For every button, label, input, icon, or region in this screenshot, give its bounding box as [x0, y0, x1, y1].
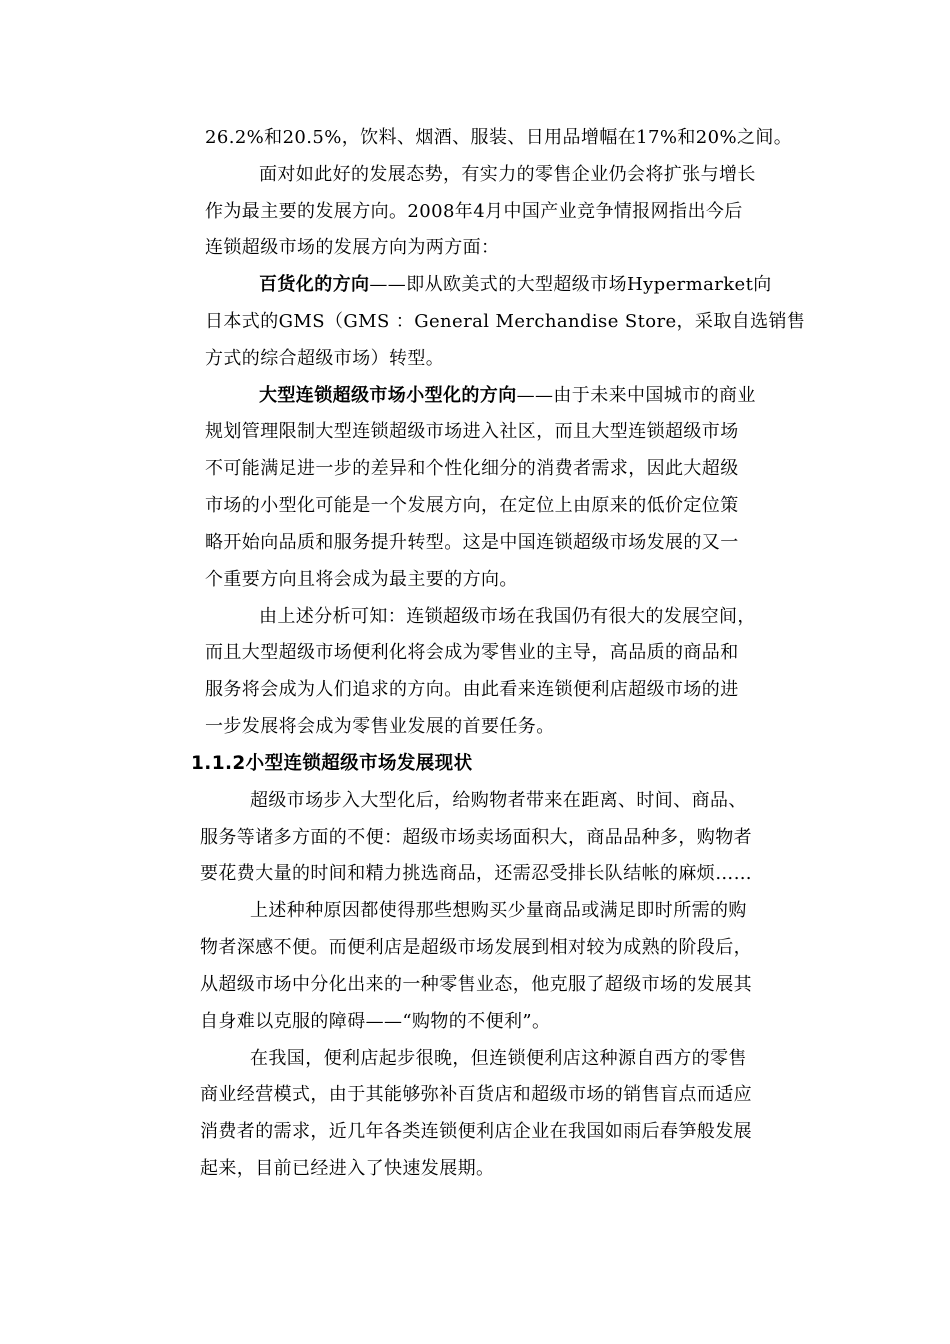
paragraph-6-line-2: 物者深感不便。而便利店是超级市场发展到相对较为成熟的阶段后，: [200, 937, 752, 958]
paragraph-7-line-4: 起来，目前已经进入了快速发展期。: [200, 1158, 495, 1179]
paragraph-5-line-1: 超级市场步入大型化后，给购物者带来在距离、时间、商品、: [250, 790, 747, 811]
paragraph-2-line-1: [0, 273, 950, 297]
paragraph-3-line-4: 市场的小型化可能是一个发展方向，在定位上由原来的低价定位策: [205, 495, 739, 516]
paragraph-1-line-2: 作为最主要的发展方向。2008年4月中国产业竞争情报网指出今后: [205, 201, 743, 222]
paragraph-4-line-1: 由上述分析可知：连锁超级市场在我国仍有很大的发展空间，: [259, 606, 756, 627]
paragraph-6-line-4: 自身难以克服的障碍——“购物的不便利”。: [200, 1011, 551, 1032]
paragraph-5-line-2: 服务等诸多方面的不便：超级市场卖场面积大，商品品种多，购物者: [200, 827, 752, 848]
paragraph-2-line-3: 方式的综合超级市场）转型。: [205, 348, 445, 369]
paragraph-3-line-6: 个重要方向且将会成为最主要的方向。: [205, 569, 518, 590]
paragraph-3-line-5: 略开始向品质和服务提升转型。这是中国连锁超级市场发展的又一: [205, 532, 739, 553]
paragraph-6-line-3: 从超级市场中分化出来的一种零售业态，他克服了超级市场的发展其: [200, 974, 752, 995]
paragraph-3-lead-term: 大型连锁超级市场小型化的方向: [259, 385, 517, 406]
paragraph-1-line-3: 连锁超级市场的发展方向为两方面：: [205, 237, 500, 258]
paragraph-4-line-3: 服务将会成为人们追求的方向。由此看来连锁便利店超级市场的进: [205, 679, 739, 700]
paragraph-0-line-1: 26.2%和20.5%，饮料、烟酒、服装、日用品增幅在17%和20%之间。: [205, 127, 793, 148]
paragraph-3-line-3: 不可能满足进一步的差异和个性化细分的消费者需求，因此大超级: [205, 458, 739, 479]
paragraph-3-line-1-text: ——由于未来中国城市的商业: [516, 385, 756, 406]
paragraph-7-line-1: 在我国，便利店起步很晚，但连锁便利店这种源自西方的零售: [250, 1048, 747, 1069]
paragraph-4-line-2: 而且大型超级市场便利化将会成为零售业的主导，高品质的商品和: [205, 642, 739, 663]
section-heading: 1.1.2小型连锁超级市场发展现状: [191, 753, 473, 774]
paragraph-7-line-3: 消费者的需求，近几年各类连锁便利店企业在我国如雨后春笋般发展: [200, 1121, 752, 1142]
paragraph-3-line-2: 规划管理限制大型连锁超级市场进入社区，而且大型连锁超级市场: [205, 421, 739, 442]
paragraph-2-line-2: 日本式的GMS（GMS ：General Merchandise Store，采取自选销售: [205, 311, 806, 332]
paragraph-4-line-4: 一步发展将会成为零售业发展的首要任务。: [205, 716, 555, 737]
paragraph-3-line-1: [0, 384, 950, 408]
paragraph-6-line-1: 上述种种原因都使得那些想购买少量商品或满足即时所需的购: [250, 900, 747, 921]
paragraph-1-line-1: 面对如此好的发展态势，有实力的零售企业仍会将扩张与增长: [259, 164, 756, 185]
paragraph-2-line-1-text: ——即从欧美式的大型超级市场Hypermarket向: [369, 274, 772, 295]
paragraph-5-line-3: 要花费大量的时间和精力挑选商品，还需忍受排长队结帐的麻烦……: [200, 863, 752, 884]
paragraph-7-line-2: 商业经营模式，由于其能够弥补百货店和超级市场的销售盲点而适应: [200, 1084, 752, 1105]
paragraph-2-lead-term: 百货化的方向: [259, 274, 370, 295]
